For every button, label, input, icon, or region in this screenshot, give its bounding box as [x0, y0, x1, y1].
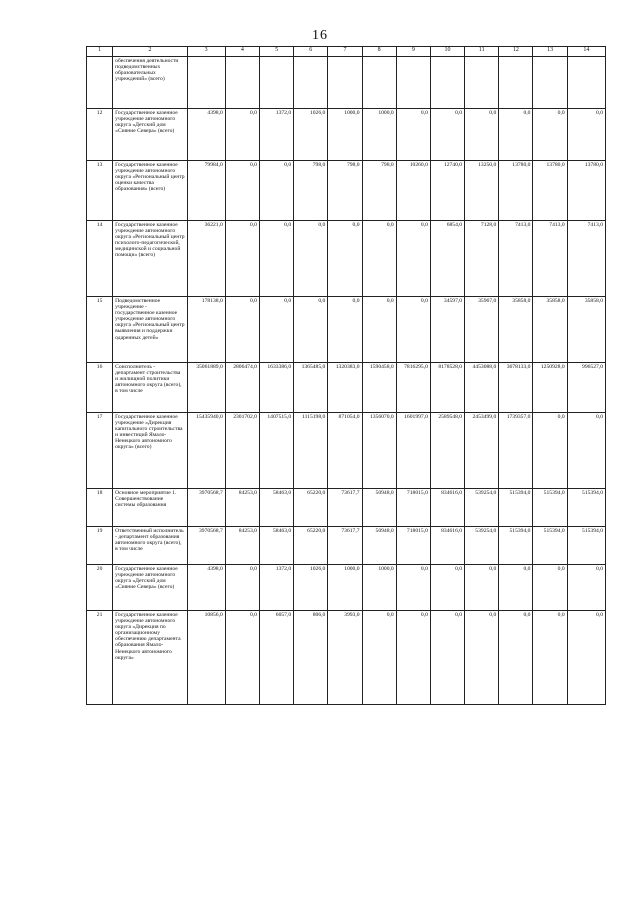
cell-value: 0,0	[567, 413, 605, 489]
cell-value: 1739357,0	[499, 413, 533, 489]
cell-value: 0,0	[430, 565, 464, 611]
column-header: 13	[533, 47, 567, 57]
row-name: Государственное казенное учреждение автономного округа «Детский дом «Сияние Севера» (всего)	[113, 109, 187, 161]
table-row	[87, 363, 606, 413]
cell-value: 834616,0	[430, 489, 464, 527]
cell-value: 50948,0	[362, 489, 396, 527]
cell-value: 0,0	[499, 109, 533, 161]
cell-value: 834616,0	[430, 527, 464, 565]
cell-value: 0,0	[533, 413, 567, 489]
table-row	[87, 57, 606, 109]
cell-value: 1000,0	[362, 109, 396, 161]
cell-value: 10260,0	[396, 161, 430, 221]
cell-value: 2453499,0	[465, 413, 499, 489]
cell-value: 35061889,0	[187, 363, 225, 413]
cell-value: 0,0	[533, 109, 567, 161]
row-name: Государственное казенное учреждение автономного округа «Региональный центр психолого-педагогической, медицинской и социальной помощи» (всего)	[113, 221, 187, 297]
cell-value: 718015,0	[396, 489, 430, 527]
column-header: 6	[294, 47, 328, 57]
cell-value: 0,0	[259, 161, 293, 221]
cell-value	[294, 57, 328, 109]
cell-value: 798,0	[362, 161, 396, 221]
cell-value	[430, 57, 464, 109]
cell-value: 3970568,7	[187, 489, 225, 527]
row-number: 20	[87, 565, 113, 611]
row-number: 19	[87, 527, 113, 565]
table-row	[87, 297, 606, 363]
cell-value: 0,0	[362, 297, 396, 363]
cell-value: 539254,0	[465, 527, 499, 565]
cell-value: 7413,0	[533, 221, 567, 297]
row-number	[87, 57, 113, 109]
cell-value: 4398,0	[187, 565, 225, 611]
cell-value: 13780,0	[533, 161, 567, 221]
column-header: 8	[362, 47, 396, 57]
cell-value: 0,0	[396, 221, 430, 297]
cell-value: 3993,0	[328, 611, 362, 705]
table-row	[87, 413, 606, 489]
budget-table	[86, 46, 606, 705]
cell-value: 0,0	[225, 565, 259, 611]
cell-value: 2301702,0	[225, 413, 259, 489]
cell-value: 0,0	[567, 565, 605, 611]
cell-value	[567, 57, 605, 109]
cell-value: 0,0	[396, 297, 430, 363]
cell-value: 0,0	[499, 611, 533, 705]
cell-value: 4453088,0	[465, 363, 499, 413]
row-number: 21	[87, 611, 113, 705]
cell-value: 84253,0	[225, 527, 259, 565]
cell-value: 515394,0	[499, 489, 533, 527]
cell-value: 73617,7	[328, 527, 362, 565]
cell-value: 12740,0	[430, 161, 464, 221]
cell-value: 7128,0	[465, 221, 499, 297]
row-name: Подведомственное учреждение - государственное казенное учреждение автономного округа «Региональный центр выявления и поддержки одаренных детей»	[113, 297, 187, 363]
cell-value: 1407515,0	[259, 413, 293, 489]
row-name: Основное мероприятие 1. Совершенствование системы образования	[113, 489, 187, 527]
cell-value: 13780,0	[567, 161, 605, 221]
table-row	[87, 527, 606, 565]
cell-value: 2806474,0	[225, 363, 259, 413]
cell-value	[187, 57, 225, 109]
cell-value: 2589548,0	[430, 413, 464, 489]
cell-value: 73617,7	[328, 489, 362, 527]
cell-value	[225, 57, 259, 109]
row-number: 16	[87, 363, 113, 413]
cell-value: 515394,0	[533, 527, 567, 565]
column-header: 1	[87, 47, 113, 57]
cell-value: 35858,0	[567, 297, 605, 363]
cell-value: 50948,0	[362, 527, 396, 565]
cell-value: 0,0	[533, 611, 567, 705]
cell-value: 15435940,0	[187, 413, 225, 489]
column-header: 12	[499, 47, 533, 57]
header-row	[87, 47, 606, 57]
cell-value: 0,0	[294, 297, 328, 363]
cell-value: 718015,0	[396, 527, 430, 565]
cell-value: 34597,0	[430, 297, 464, 363]
cell-value: 1115198,0	[294, 413, 328, 489]
cell-value: 4398,0	[187, 109, 225, 161]
cell-value: 36221,0	[187, 221, 225, 297]
cell-value: 1372,0	[259, 109, 293, 161]
column-header: 4	[225, 47, 259, 57]
table-row	[87, 611, 606, 705]
cell-value: 0,0	[396, 611, 430, 705]
cell-value: 0,0	[362, 221, 396, 297]
cell-value: 0,0	[499, 565, 533, 611]
column-header: 5	[259, 47, 293, 57]
row-number: 18	[87, 489, 113, 527]
cell-value: 0,0	[396, 565, 430, 611]
column-header: 3	[187, 47, 225, 57]
cell-value: 996527,0	[567, 363, 605, 413]
row-number: 17	[87, 413, 113, 489]
row-number: 13	[87, 161, 113, 221]
cell-value: 0,0	[225, 161, 259, 221]
cell-value: 0,0	[465, 109, 499, 161]
table-row	[87, 489, 606, 527]
cell-value: 35858,0	[499, 297, 533, 363]
cell-value: 806,0	[294, 611, 328, 705]
table-row	[87, 109, 606, 161]
cell-value	[533, 57, 567, 109]
cell-value: 1320383,0	[328, 363, 362, 413]
cell-value: 0,0	[567, 611, 605, 705]
cell-value: 1000,0	[328, 109, 362, 161]
cell-value: 1000,0	[328, 565, 362, 611]
cell-value: 35858,0	[533, 297, 567, 363]
column-header: 10	[430, 47, 464, 57]
column-header: 11	[465, 47, 499, 57]
cell-value: 798,0	[328, 161, 362, 221]
cell-value: 0,0	[225, 221, 259, 297]
column-header: 9	[396, 47, 430, 57]
cell-value: 1633386,0	[259, 363, 293, 413]
row-name: Государственное казенное учреждение автономного округа «Дирекция по организационному обеспечению департамента образования Ямало-Ненецкого автономного округа»	[113, 611, 187, 705]
cell-value	[328, 57, 362, 109]
row-name: обеспечения деятельности подведомственных образовательных учреждений» (всего)	[113, 57, 187, 109]
cell-value: 58463,0	[259, 489, 293, 527]
cell-value: 58463,0	[259, 527, 293, 565]
page-number: 16	[312, 28, 328, 43]
cell-value: 0,0	[328, 221, 362, 297]
cell-value: 0,0	[567, 109, 605, 161]
cell-value: 1356070,0	[362, 413, 396, 489]
cell-value: 1372,0	[259, 565, 293, 611]
cell-value: 0,0	[430, 109, 464, 161]
cell-value: 3678133,0	[499, 363, 533, 413]
row-name: Ответственный исполнитель - департамент образования автономного округа (всего), в том числе	[113, 527, 187, 565]
cell-value: 6057,0	[259, 611, 293, 705]
column-header: 7	[328, 47, 362, 57]
row-number: 14	[87, 221, 113, 297]
row-name: Соисполнитель - департамент строительства и жилищной политики автономного округа (всего), в том числе	[113, 363, 187, 413]
cell-value: 871054,0	[328, 413, 362, 489]
cell-value: 1590458,0	[362, 363, 396, 413]
cell-value: 13780,0	[499, 161, 533, 221]
cell-value: 1250928,0	[533, 363, 567, 413]
cell-value: 0,0	[430, 611, 464, 705]
row-number: 12	[87, 109, 113, 161]
cell-value	[465, 57, 499, 109]
row-name: Государственное казенное учреждение «Дирекция капитального строительства и инвестиций Ямало-Ненецкого автономного округа» (всего)	[113, 413, 187, 489]
cell-value: 7816295,0	[396, 363, 430, 413]
cell-value: 1026,0	[294, 565, 328, 611]
cell-value: 178138,0	[187, 297, 225, 363]
table-row	[87, 161, 606, 221]
cell-value	[259, 57, 293, 109]
cell-value: 0,0	[396, 109, 430, 161]
cell-value: 1026,0	[294, 109, 328, 161]
cell-value: 0,0	[225, 109, 259, 161]
cell-value: 515394,0	[567, 527, 605, 565]
cell-value: 515394,0	[533, 489, 567, 527]
cell-value: 1365485,0	[294, 363, 328, 413]
cell-value: 10856,0	[187, 611, 225, 705]
cell-value: 8178528,0	[430, 363, 464, 413]
cell-value: 13250,0	[465, 161, 499, 221]
column-header: 2	[113, 47, 187, 57]
cell-value: 0,0	[225, 611, 259, 705]
cell-value: 0,0	[259, 297, 293, 363]
cell-value: 0,0	[465, 565, 499, 611]
cell-value: 0,0	[294, 221, 328, 297]
cell-value: 7413,0	[567, 221, 605, 297]
cell-value: 798,0	[294, 161, 328, 221]
row-name: Государственное казенное учреждение автономного округа «Детский дом «Сияние Севера» (всего)	[113, 565, 187, 611]
cell-value: 0,0	[362, 611, 396, 705]
cell-value: 7413,0	[499, 221, 533, 297]
cell-value: 515394,0	[499, 527, 533, 565]
cell-value: 79984,0	[187, 161, 225, 221]
cell-value: 3970568,7	[187, 527, 225, 565]
cell-value	[396, 57, 430, 109]
cell-value: 1601997,0	[396, 413, 430, 489]
column-header: 14	[567, 47, 605, 57]
row-name: Государственное казенное учреждение автономного округа «Региональный центр оценки качества образования» (всего)	[113, 161, 187, 221]
cell-value: 0,0	[328, 297, 362, 363]
cell-value: 65220,0	[294, 489, 328, 527]
cell-value: 65220,0	[294, 527, 328, 565]
cell-value: 0,0	[225, 297, 259, 363]
cell-value	[362, 57, 396, 109]
cell-value: 0,0	[465, 611, 499, 705]
cell-value: 539254,0	[465, 489, 499, 527]
table-row	[87, 565, 606, 611]
cell-value: 1000,0	[362, 565, 396, 611]
cell-value: 6854,0	[430, 221, 464, 297]
row-number: 15	[87, 297, 113, 363]
cell-value: 0,0	[533, 565, 567, 611]
cell-value: 84253,0	[225, 489, 259, 527]
cell-value: 515394,0	[567, 489, 605, 527]
table-row	[87, 221, 606, 297]
cell-value: 35967,0	[465, 297, 499, 363]
cell-value	[499, 57, 533, 109]
cell-value: 0,0	[259, 221, 293, 297]
